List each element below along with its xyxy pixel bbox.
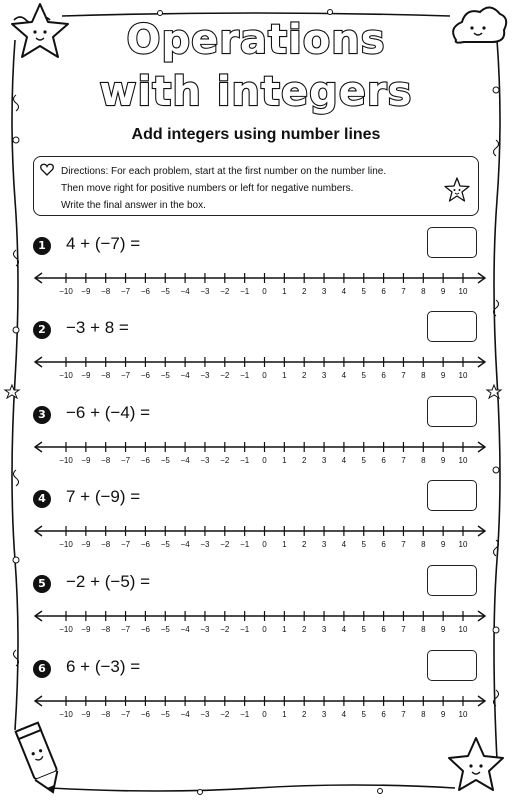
problem-2 — [0, 318, 512, 405]
problem-number-badge: 1 — [33, 237, 51, 255]
tick-label: 5 — [361, 710, 366, 719]
tick-label: 8 — [421, 456, 426, 465]
tick-label: 6 — [381, 710, 386, 719]
tick-label: −2 — [220, 540, 230, 549]
problem-number-badge: 4 — [33, 490, 51, 508]
problem-1 — [0, 234, 512, 321]
tick-label: 2 — [301, 540, 307, 549]
tick-label: 2 — [301, 371, 307, 380]
problem-expression: −6 + (−4) = — [66, 403, 151, 422]
tick-label: −7 — [120, 625, 131, 634]
tick-label: −1 — [240, 456, 250, 465]
tick-label: −7 — [120, 710, 131, 719]
tick-label: 6 — [381, 456, 386, 465]
tick-label: −7 — [120, 287, 131, 296]
tick-label: 2 — [301, 625, 307, 634]
tick-label: 10 — [458, 540, 468, 549]
tick-label: −10 — [59, 371, 73, 380]
tick-label: 2 — [301, 456, 307, 465]
problem-4 — [0, 487, 512, 574]
answer-box[interactable] — [427, 311, 477, 342]
tick-label: −3 — [200, 710, 210, 719]
tick-label: −1 — [240, 371, 250, 380]
tick-label: 10 — [458, 371, 468, 380]
tick-label: 7 — [401, 456, 406, 465]
heart-icon — [40, 163, 54, 176]
tick-label: 8 — [421, 287, 426, 296]
tick-label: −6 — [140, 456, 150, 465]
problem-expression: −2 + (−5) = — [66, 572, 151, 591]
tick-label: 8 — [421, 625, 426, 634]
tick-label: −1 — [240, 625, 250, 634]
subtitle: Add integers using number lines — [131, 126, 381, 143]
tick-label: −6 — [140, 371, 150, 380]
problem-6 — [0, 657, 512, 744]
tick-label: 1 — [282, 456, 287, 465]
tick-label: 8 — [421, 540, 426, 549]
problem-number-badge: 3 — [33, 406, 51, 424]
number-line — [30, 605, 490, 639]
tick-label: −8 — [101, 710, 111, 719]
tick-label: −5 — [160, 287, 170, 296]
tick-label: −5 — [160, 456, 170, 465]
tick-label: 0 — [262, 625, 267, 634]
tick-label: 2 — [301, 710, 307, 719]
tick-label: −3 — [200, 625, 210, 634]
page-title-line-1: Operations — [126, 17, 386, 63]
tick-label: 6 — [381, 371, 386, 380]
answer-box[interactable] — [427, 565, 477, 596]
tick-label: −8 — [101, 625, 111, 634]
tick-label: 9 — [440, 456, 446, 465]
tick-label: 10 — [458, 287, 468, 296]
tick-label: −8 — [101, 371, 111, 380]
tick-label: 2 — [301, 287, 307, 296]
tick-label: −9 — [81, 710, 91, 719]
tick-label: −5 — [160, 371, 170, 380]
tick-label: 9 — [440, 710, 446, 719]
tick-label: 8 — [421, 371, 426, 380]
tick-label: 10 — [458, 625, 468, 634]
tick-label: 5 — [361, 287, 366, 296]
number-line — [30, 436, 490, 470]
tick-label: 9 — [440, 540, 446, 549]
tick-label: 7 — [401, 540, 406, 549]
problem-expression: 7 + (−9) = — [66, 487, 141, 506]
tick-label: −10 — [59, 540, 73, 549]
tick-label: −7 — [120, 371, 131, 380]
tick-label: 0 — [262, 456, 267, 465]
tick-label: 7 — [401, 287, 406, 296]
tick-label: −3 — [200, 456, 210, 465]
tick-label: −1 — [240, 710, 250, 719]
answer-box[interactable] — [427, 480, 477, 511]
tick-label: −5 — [160, 625, 170, 634]
tick-label: −10 — [59, 710, 73, 719]
tick-label: −2 — [220, 710, 230, 719]
tick-label: 6 — [381, 287, 386, 296]
problem-3 — [0, 403, 512, 490]
directions-line-3: Write the final answer in the box. — [61, 200, 206, 211]
tick-label: 3 — [321, 456, 327, 465]
tick-label: 7 — [401, 371, 406, 380]
tick-label: 4 — [341, 371, 347, 380]
tick-label: 4 — [341, 287, 347, 296]
tick-label: 5 — [361, 456, 366, 465]
directions-line-2: Then move right for positive numbers or left for negative numbers. — [61, 183, 354, 194]
problem-expression: 6 + (−3) = — [66, 657, 141, 676]
tick-label: −3 — [200, 287, 210, 296]
tick-label: −4 — [180, 287, 190, 296]
directions-box — [33, 156, 479, 216]
answer-box[interactable] — [427, 227, 477, 258]
tick-label: 7 — [401, 710, 406, 719]
tick-label: 3 — [321, 287, 327, 296]
tick-label: −3 — [200, 371, 210, 380]
tick-label: −6 — [140, 710, 150, 719]
number-line — [30, 520, 490, 554]
tick-label: −6 — [140, 625, 150, 634]
tick-label: −4 — [180, 710, 190, 719]
tick-label: 0 — [262, 371, 267, 380]
tick-label: 4 — [341, 540, 347, 549]
tick-label: 0 — [262, 710, 267, 719]
page-title-line-2: with integers — [99, 69, 413, 115]
tick-label: −1 — [240, 540, 250, 549]
problem-number-badge: 6 — [33, 660, 51, 678]
problem-5 — [0, 572, 512, 659]
tick-label: 8 — [421, 710, 426, 719]
tick-label: −5 — [160, 540, 170, 549]
tick-label: 3 — [321, 371, 327, 380]
tick-label: 1 — [282, 710, 287, 719]
tick-label: 0 — [262, 287, 267, 296]
star-face-icon — [449, 738, 503, 790]
directions-line-1: Directions: For each problem, start at the first number on the number line. — [61, 166, 387, 177]
tick-label: −6 — [140, 287, 150, 296]
tick-label: 4 — [341, 625, 347, 634]
tick-label: 1 — [282, 371, 287, 380]
tick-label: 1 — [282, 540, 287, 549]
tick-label: −10 — [59, 287, 73, 296]
tick-label: 3 — [321, 625, 327, 634]
tick-label: 4 — [341, 456, 347, 465]
tick-label: 5 — [361, 371, 366, 380]
tick-label: 1 — [282, 287, 287, 296]
problem-expression: −3 + 8 = — [66, 318, 129, 337]
tick-label: −9 — [81, 540, 91, 549]
tick-label: −10 — [59, 456, 73, 465]
tick-label: 3 — [321, 540, 327, 549]
tick-label: 6 — [381, 625, 386, 634]
tick-label: 10 — [458, 710, 468, 719]
tick-label: −2 — [220, 456, 230, 465]
tick-label: −3 — [200, 540, 210, 549]
problem-number-badge: 5 — [33, 575, 51, 593]
answer-box[interactable] — [427, 396, 477, 427]
tick-label: 4 — [341, 710, 347, 719]
tick-label: −8 — [101, 287, 111, 296]
tick-label: 5 — [361, 540, 366, 549]
problem-number-badge: 2 — [33, 321, 51, 339]
tick-label: 3 — [321, 710, 327, 719]
tick-label: −7 — [120, 540, 131, 549]
number-line — [30, 690, 490, 724]
tick-label: −7 — [120, 456, 131, 465]
tick-label: 10 — [458, 456, 468, 465]
tick-label: 9 — [440, 371, 446, 380]
tick-label: 9 — [440, 625, 446, 634]
tick-label: −2 — [220, 287, 230, 296]
tick-label: −9 — [81, 625, 91, 634]
tick-label: 7 — [401, 625, 406, 634]
tick-label: −9 — [81, 371, 91, 380]
tick-label: 9 — [440, 287, 446, 296]
tick-label: −2 — [220, 371, 230, 380]
tick-label: −8 — [101, 540, 111, 549]
tick-label: −4 — [180, 456, 190, 465]
number-line — [30, 267, 490, 301]
tick-label: 5 — [361, 625, 366, 634]
problem-expression: 4 + (−7) = — [66, 234, 141, 253]
tick-label: −8 — [101, 456, 111, 465]
tick-label: −4 — [180, 625, 190, 634]
tick-label: −5 — [160, 710, 170, 719]
star-face-icon — [444, 177, 470, 203]
tick-label: 6 — [381, 540, 386, 549]
tick-label: −2 — [220, 625, 230, 634]
tick-label: 1 — [282, 625, 287, 634]
tick-label: −4 — [180, 371, 190, 380]
tick-label: 0 — [262, 540, 267, 549]
tick-label: −9 — [81, 287, 91, 296]
tick-label: −10 — [59, 625, 73, 634]
answer-box[interactable] — [427, 650, 477, 681]
tick-label: −9 — [81, 456, 91, 465]
tick-label: −4 — [180, 540, 190, 549]
tick-label: −6 — [140, 540, 150, 549]
tick-label: −1 — [240, 287, 250, 296]
number-line — [30, 351, 490, 385]
